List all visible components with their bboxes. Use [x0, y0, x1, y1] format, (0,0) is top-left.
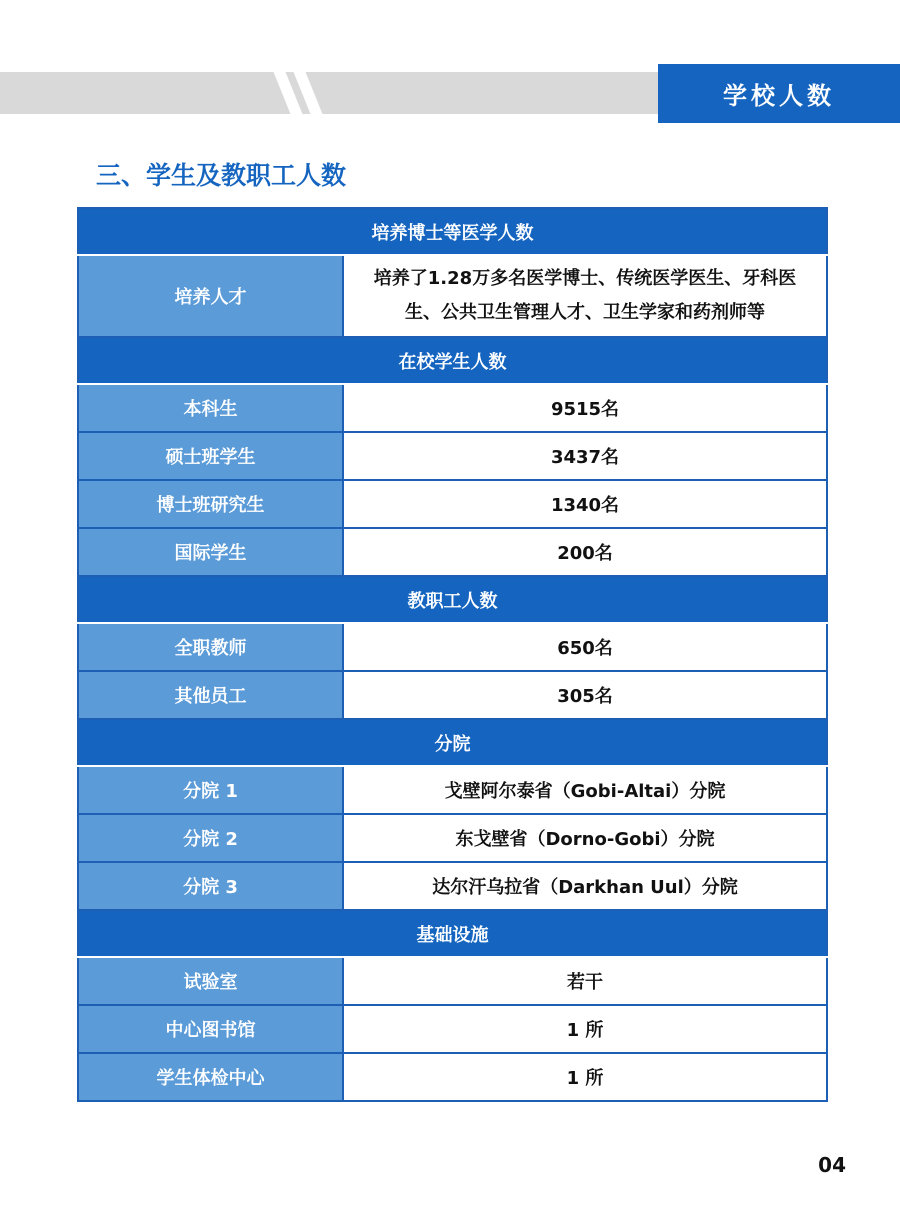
row-value: 305名 [343, 671, 827, 719]
row-label: 本科生 [78, 384, 343, 432]
row-label: 其他员工 [78, 671, 343, 719]
row-value: 若干 [343, 957, 827, 1005]
section-tab-label: 学校人数 [723, 82, 835, 110]
row-label: 中心图书馆 [78, 1005, 343, 1053]
table-row [78, 255, 827, 337]
group-title: 在校学生人数 [78, 337, 827, 384]
table-row [78, 384, 827, 432]
row-value: 1 所 [343, 1005, 827, 1053]
group-title: 培养博士等医学人数 [78, 208, 827, 255]
table-row [78, 623, 827, 671]
table-row [78, 814, 827, 862]
row-value: 1 所 [343, 1053, 827, 1101]
table-row [78, 1005, 827, 1053]
group-header-row [78, 576, 827, 623]
row-value: 达尔汗乌拉省（Darkhan Uul）分院 [343, 862, 827, 910]
row-label: 分院 3 [78, 862, 343, 910]
table-row [78, 528, 827, 576]
row-value: 9515名 [343, 384, 827, 432]
group-title: 教职工人数 [78, 576, 827, 623]
table-row [78, 1053, 827, 1101]
section-tab [658, 64, 900, 123]
group-header-row [78, 910, 827, 957]
row-label: 国际学生 [78, 528, 343, 576]
row-label: 硕士班学生 [78, 432, 343, 480]
row-label: 分院 2 [78, 814, 343, 862]
table-row [78, 957, 827, 1005]
page-number: 04 [818, 1153, 846, 1177]
section-heading: 三、学生及教职工人数 [96, 161, 347, 190]
row-label: 全职教师 [78, 623, 343, 671]
group-title: 基础设施 [78, 910, 827, 957]
group-header-row [78, 719, 827, 766]
table-row [78, 671, 827, 719]
group-title: 分院 [78, 719, 827, 766]
row-value: 东戈壁省（Dorno-Gobi）分院 [343, 814, 827, 862]
row-value: 戈壁阿尔泰省（Gobi-Altai）分院 [343, 766, 827, 814]
row-label: 试验室 [78, 957, 343, 1005]
row-label: 分院 1 [78, 766, 343, 814]
row-label: 博士班研究生 [78, 480, 343, 528]
info-table [77, 207, 828, 1102]
row-value: 1340名 [343, 480, 827, 528]
table-row [78, 432, 827, 480]
group-header-row [78, 337, 827, 384]
row-value: 200名 [343, 528, 827, 576]
row-value: 650名 [343, 623, 827, 671]
row-value: 3437名 [343, 432, 827, 480]
table-row [78, 480, 827, 528]
table-row [78, 766, 827, 814]
row-value: 培养了1.28万多名医学博士、传统医学医生、牙科医生、公共卫生管理人才、卫生学家和药剂师等 [343, 255, 827, 337]
header-band [0, 72, 660, 114]
group-header-row [78, 208, 827, 255]
row-label: 学生体检中心 [78, 1053, 343, 1101]
table-row [78, 862, 827, 910]
row-label: 培养人才 [78, 255, 343, 337]
